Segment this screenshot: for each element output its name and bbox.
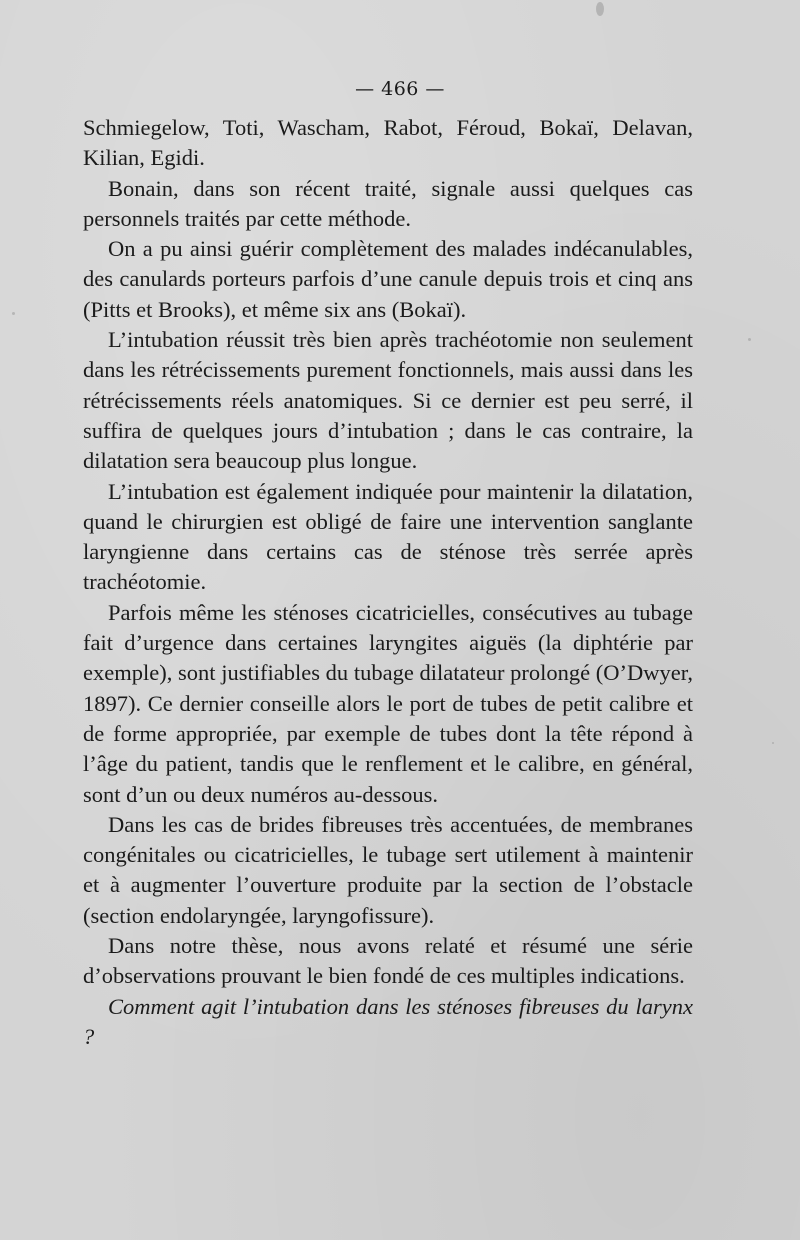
paragraph-these: Dans notre thèse, nous avons relaté et résumé une série d’observations prouvant le bien fondé de ces multiples indications. bbox=[83, 933, 693, 989]
paragraph-stenoses-cicatricielles: Parfois même les sténoses cicatricielles, consécutives au tubage fait d’urgence dans certaines laryngites aiguës (la diphtérie par exemple), sont justifiables du tubage dilatateur prolongé (O’Dwyer, 1897). Ce dernier conseille alors le port de tubes de petit calibre et de forme appropriée, par exemple de tubes dont la tête répond à l’âge du patient, tandis que le renflement et le calibre, en général, sont d’un ou deux numéros au-dessous. bbox=[83, 599, 693, 807]
paper-speck bbox=[772, 742, 774, 744]
paragraph-bonain: Bonain, dans son récent traité, signale aussi quelques cas personnels traités par cette méthode. bbox=[83, 175, 693, 231]
paragraph-brides-fibreuses: Dans les cas de brides fibreuses très accentuées, de membranes congénitales ou cicatricielles, le tubage sert utilement à maintenir et à augmenter l’ouverture produite par la section de l’obstacle (section endolaryngée, laryngofissure). bbox=[83, 811, 693, 928]
page-number: — 466 — bbox=[355, 78, 445, 100]
paper-speck bbox=[12, 312, 15, 315]
body-text bbox=[83, 113, 693, 1052]
paragraph-indecanulables: On a pu ainsi guérir complètement des malades indécanulables, des canulards porteurs parfois d’une canule depuis trois et cinq ans (Pitts et Brooks), et même six ans (Bokaï). bbox=[83, 236, 693, 322]
paragraph-continuation: Schmiegelow, Toti, Wascham, Rabot, Féroud, Bokaï, Delavan, Kilian, Egidi. bbox=[83, 115, 693, 171]
paragraph-question: Comment agit l’intubation dans les sténoses fibreuses du larynx ? bbox=[83, 993, 693, 1049]
paper-speck bbox=[748, 338, 751, 341]
paragraph-intubation-tracheotomie: L’intubation réussit très bien après trachéotomie non seulement dans les rétrécissements purement fonctionnels, mais aussi dans les rétrécissements réels anatomiques. Si ce dernier est peu serré, il suffira de quelques jours d’intubation ; dans le cas contraire, la dilatation sera beaucoup plus longue. bbox=[83, 327, 693, 474]
paper-speck bbox=[596, 2, 604, 16]
paragraph-maintenir-dilatation: L’intubation est également indiquée pour maintenir la dilatation, quand le chirurgien est obligé de faire une intervention sanglante laryngienne dans certains cas de sténose très serrée après trachéotomie. bbox=[83, 478, 693, 595]
